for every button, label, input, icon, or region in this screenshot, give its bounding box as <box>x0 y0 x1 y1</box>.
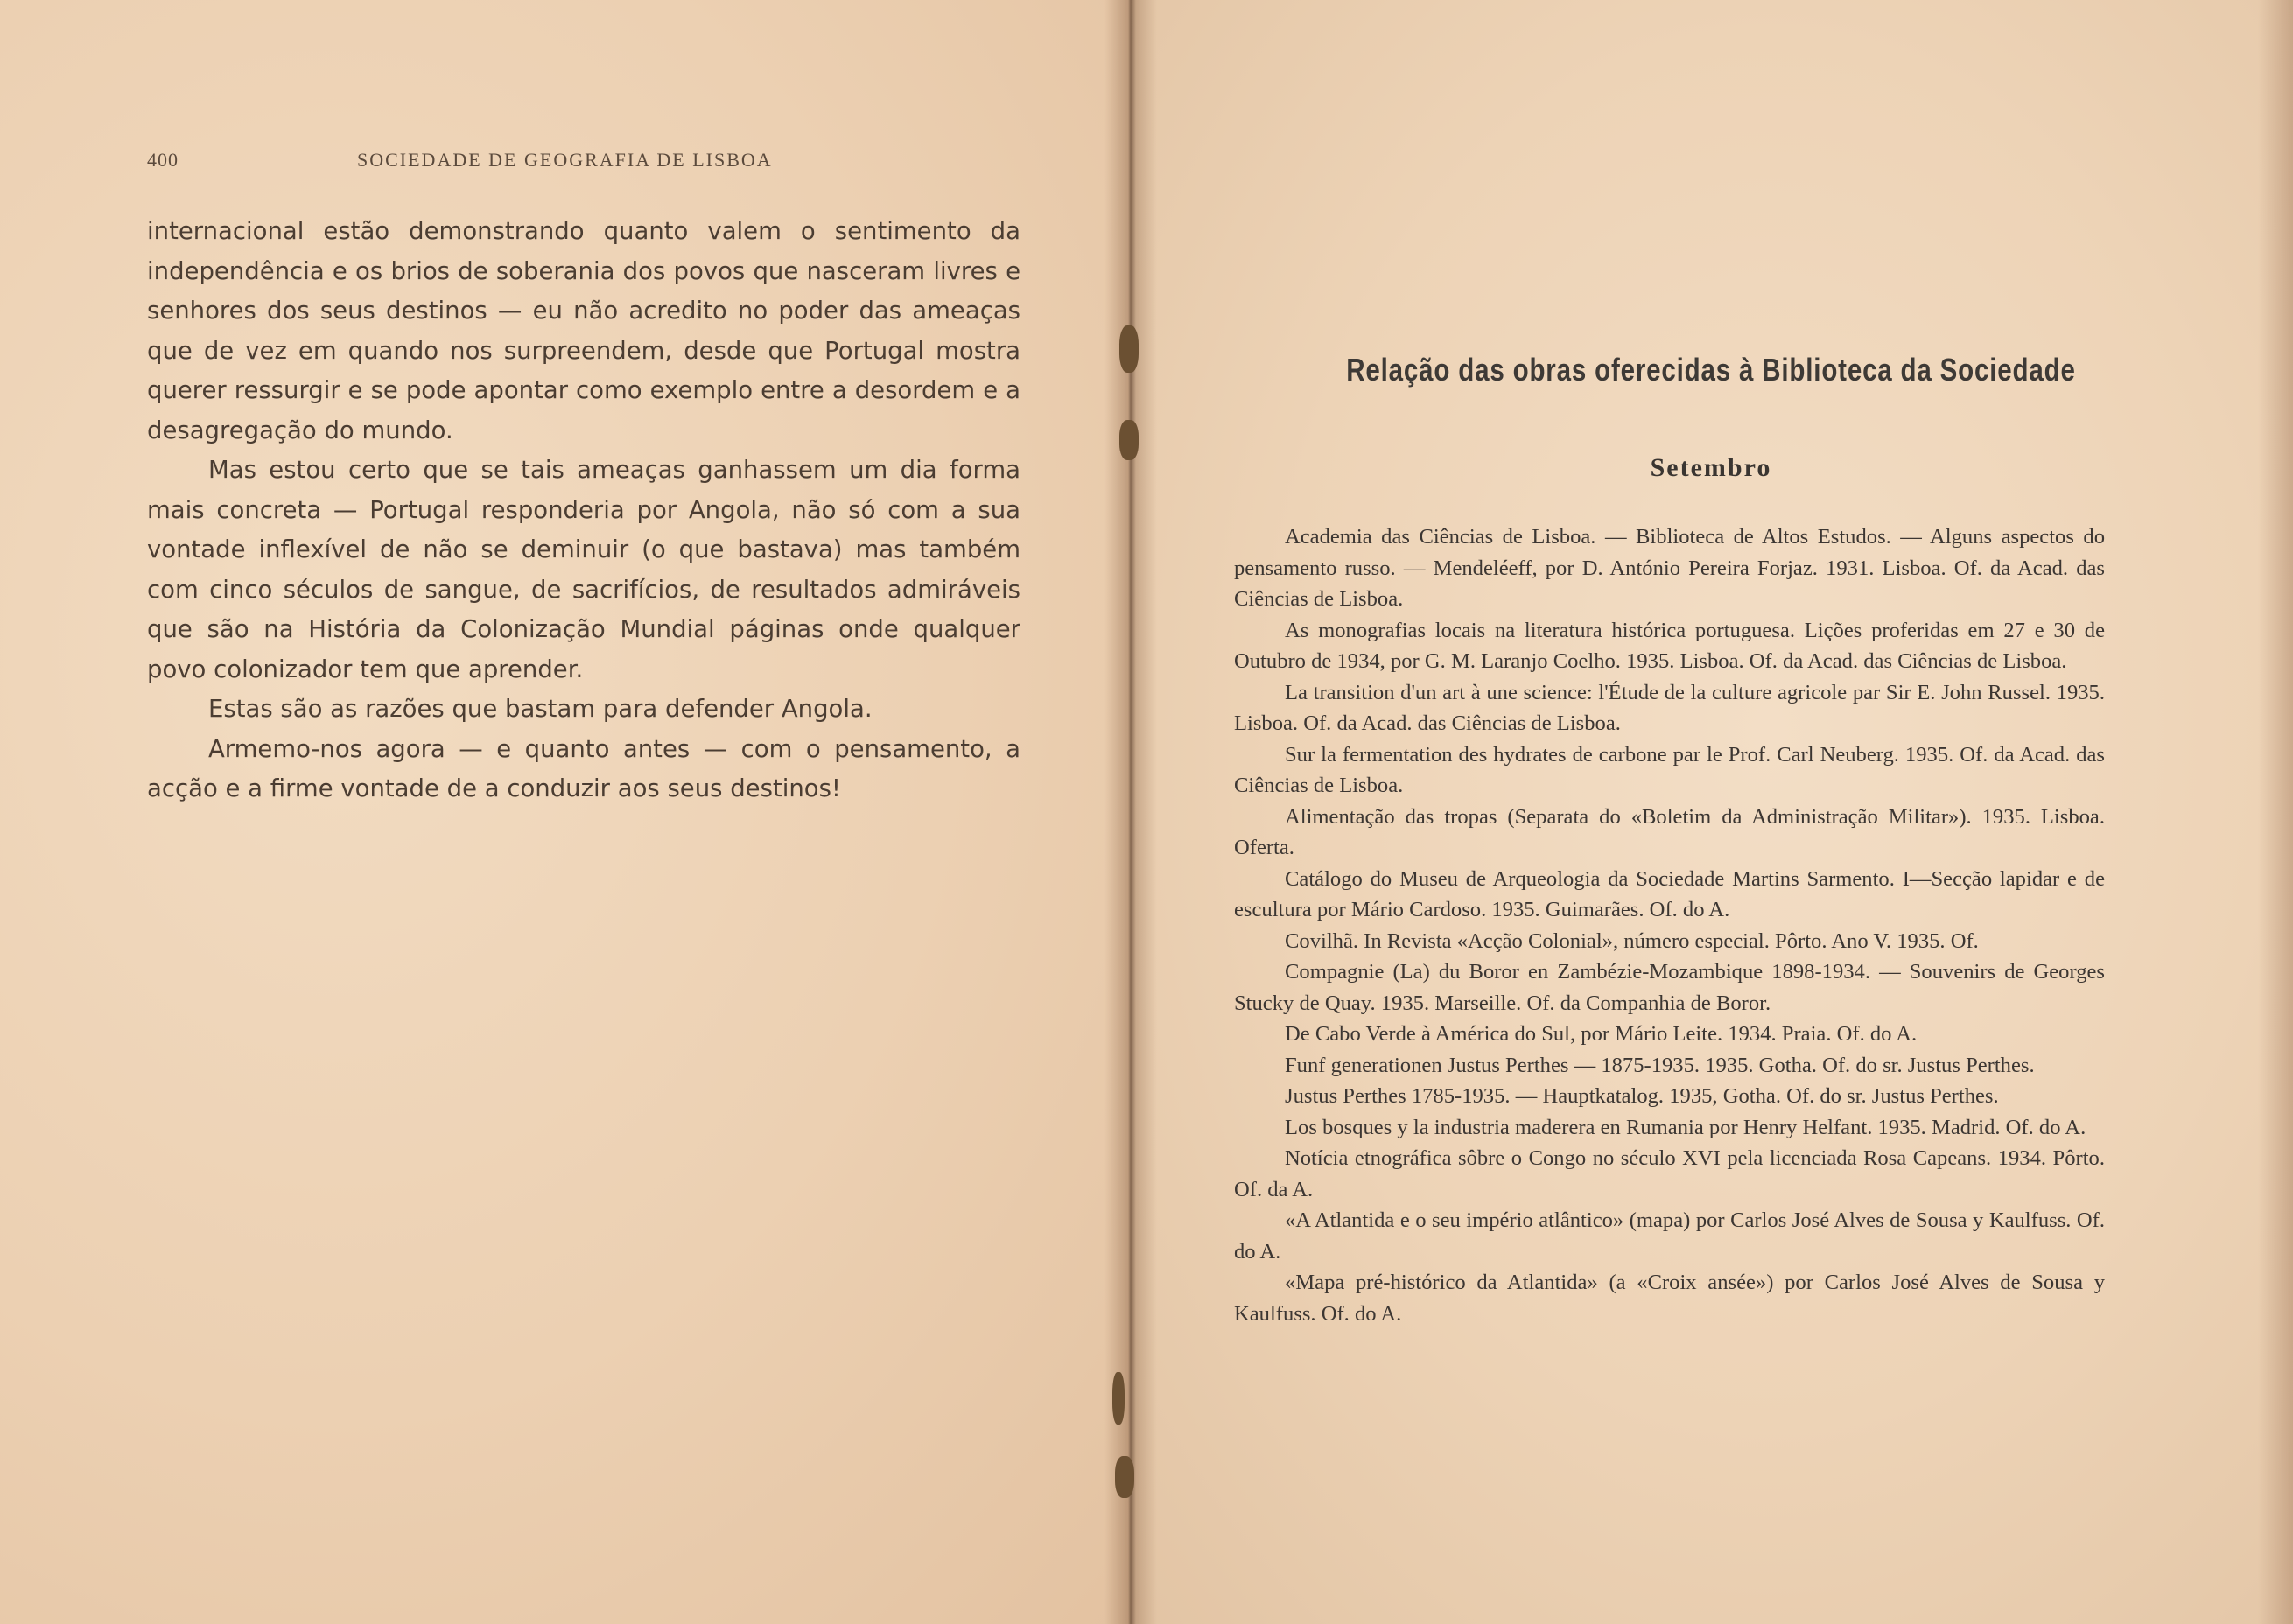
paragraph: Mas estou certo que se tais ameaças ganhassem um dia forma mais concreta — Portugal responderia por Angola, não só com a sua vontade inflexível de não se deminuir (o que bastava) mas também com cinco séculos de sangue, de sacrifícios, de resultados admiráveis que são na História da Colonização Mundial páginas onde qualquer povo colonizador tem que aprender. <box>147 456 1020 683</box>
list-item: Sur la fermentation des hydrates de carbone par le Prof. Carl Neuberg. 1935. Of. da Acad. das Ciências de Lisboa. <box>1234 742 2105 797</box>
list-item: Compagnie (La) du Boror en Zambézie-Mozambique 1898-1934. — Souvenirs de Georges Stucky de Quay. 1935. Marseille. Of. da Companhia de Boror. <box>1234 960 2105 1015</box>
list-item: «A Atlantida e o seu império atlântico» (mapa) por Carlos José Alves de Sousa y Kaulfuss. Of. do A. <box>1234 1208 2105 1264</box>
binding-stitch <box>1119 326 1139 373</box>
list-item: Alimentação das tropas (Separata do «Boletim da Administração Militar»). 1935. Lisboa. Oferta. <box>1234 804 2105 859</box>
list-item: De Cabo Verde à América do Sul, por Mário Leite. 1934. Praia. Of. do A. <box>1285 1022 1918 1046</box>
list-item: Funf generationen Justus Perthes — 1875-1935. 1935. Gotha. Of. do sr. Justus Perthes. <box>1285 1053 2035 1077</box>
page-number: 400 <box>147 149 179 171</box>
binding-stitch <box>1112 1372 1125 1424</box>
list-item: As monografias locais na literatura histórica portuguesa. Lições proferidas em 27 e 30 de Outubro de 1934, por G. M. Laranjo Coelho. 1935. Lisboa. Of. da Acad. das Ciências de Lisboa. <box>1234 618 2105 673</box>
list-item: Covilhã. In Revista «Acção Colonial», número especial. Pôrto. Ano V. 1935. Of. <box>1285 928 1979 953</box>
entries-list <box>1234 522 2105 1329</box>
list-item: La transition d'un art à une science: l'Étude de la culture agricole par Sir E. John Russel. 1935. Lisboa. Of. da Acad. das Ciências de Lisboa. <box>1234 680 2105 735</box>
page-edge <box>2258 0 2293 1624</box>
list-item: Catálogo do Museu de Arqueologia da Sociedade Martins Sarmento. I—Secção lapidar e de escultura por Mário Cardoso. 1935. Guimarães. Of. do A. <box>1234 866 2105 921</box>
paragraph: Armemo-nos agora — e quanto antes — com o pensamento, a acção e a firme vontade de a conduzir aos seus destinos! <box>147 734 1020 802</box>
running-title: SOCIEDADE DE GEOGRAFIA DE LISBOA <box>357 149 773 171</box>
paragraph: internacional estão demonstrando quanto valem o sentimento da independência e os brios de soberania dos povos que nasceram livres e senhores dos seus destinos — eu não acredito no poder das ameaças que de vez em quando nos surpreendem, desde que Portugal mostra querer ressurgir e se pode apontar como exemplo entre a desordem e a desagregação do mundo. <box>147 217 1020 444</box>
section-title: Relação das obras oferecidas à Biblioteca da Sociedade <box>1346 352 2076 388</box>
paragraph: Estas são as razões que bastam para defender Angola. <box>208 695 873 723</box>
list-item: Academia das Ciências de Lisboa. — Biblioteca de Altos Estudos. — Alguns aspectos do pensamento russo. — Mendeléeff, por D. António Pereira Forjaz. 1931. Lisboa. Of. da Acad. das Ciências de Lisboa. <box>1234 525 2105 611</box>
list-item: Notícia etnográfica sôbre o Congo no século XVI pela licenciada Rosa Capeans. 1934. Pôrto. Of. da A. <box>1234 1146 2105 1201</box>
left-body-text <box>147 212 1020 809</box>
list-item: Justus Perthes 1785-1935. — Hauptkatalog. 1935, Gotha. Of. do sr. Justus Perthes. <box>1285 1084 1999 1108</box>
list-item: «Mapa pré-histórico da Atlantida» (a «Croix ansée») por Carlos José Alves de Sousa y Kaulfuss. Of. do A. <box>1234 1270 2105 1326</box>
month-heading: Setembro <box>1650 453 1772 482</box>
list-item: Los bosques y la industria maderera en Rumania por Henry Helfant. 1935. Madrid. Of. do A. <box>1285 1115 2086 1139</box>
binding-stitch <box>1115 1456 1134 1498</box>
